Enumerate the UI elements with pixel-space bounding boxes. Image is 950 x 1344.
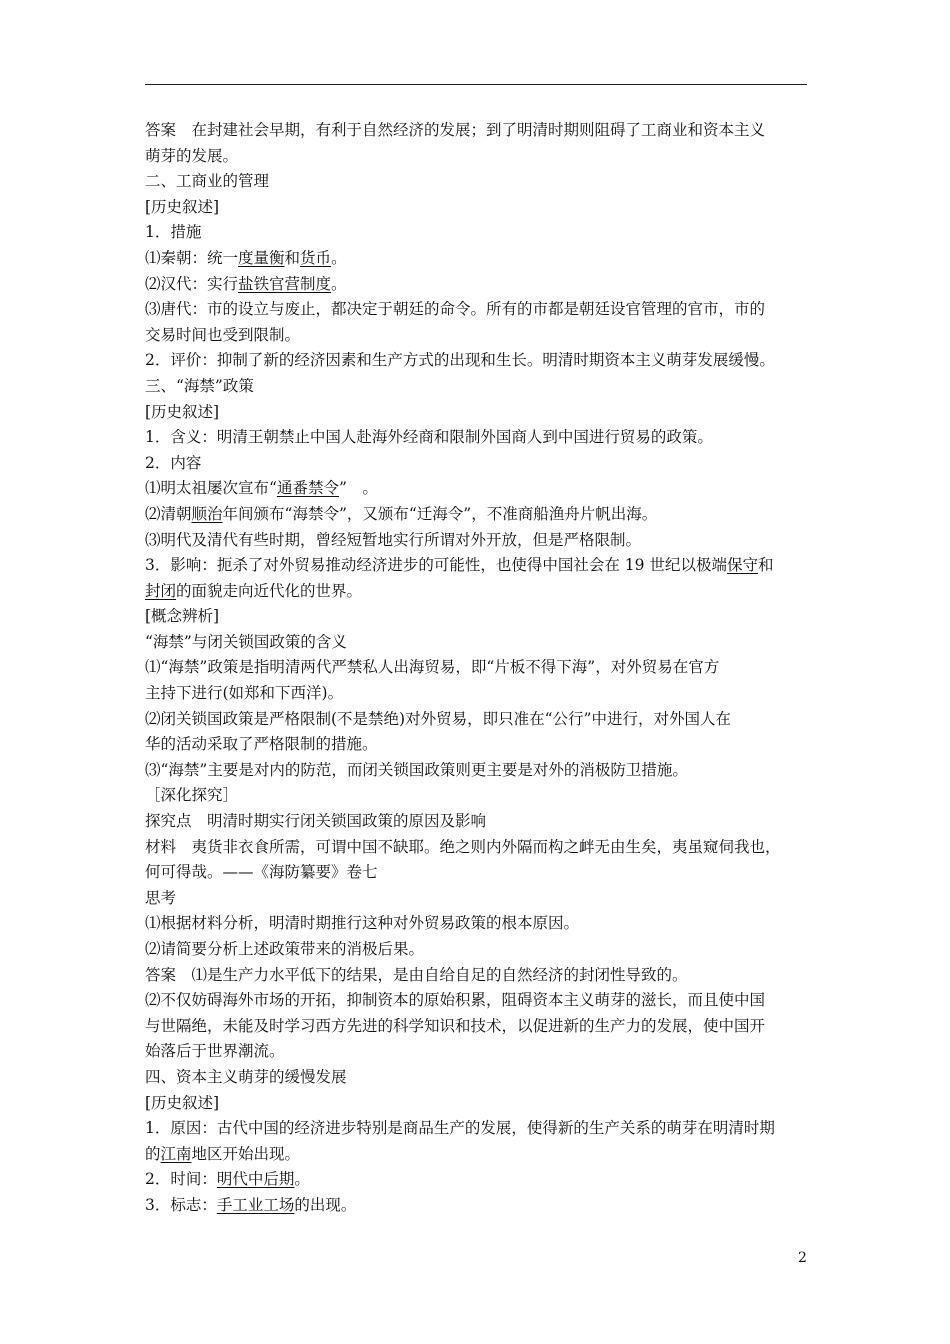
- text-segment: 始落后于世界潮流。: [145, 1042, 285, 1061]
- text-segment: 与世隔绝，未能及时学习西方先进的科学知识和技术，以促进新的生产力的发展，使中国开: [145, 1016, 766, 1035]
- text-segment: 的出现。: [294, 1195, 357, 1214]
- text-segment: ⑵不仅妨碍海外市场的开拓，抑制资本的原始积累，阻碍资本主义萌芽的滋长，而且使中国: [145, 991, 766, 1010]
- text-line: [145, 272, 807, 298]
- text-segment: 答案 在封建社会早期，有利于自然经济的发展；到了明清时期则阻碍了工商业和资本主义: [145, 121, 766, 139]
- text-segment: 2．内容: [145, 453, 202, 472]
- text-line: [145, 937, 807, 963]
- text-line: [145, 1014, 807, 1040]
- text-segment: ⑵闭关锁国政策是严格限制(不是禁绝)对外贸易，即只准在“公行”中进行，对外国人在: [145, 709, 731, 728]
- text-segment: ⑴秦朝：统一: [145, 248, 239, 267]
- page-number: 2: [798, 1250, 807, 1266]
- text-line: [145, 400, 807, 426]
- text-segment: 1．措施: [145, 223, 202, 242]
- text-segment: [历史叙述]: [145, 1093, 220, 1112]
- text-line: [145, 425, 807, 451]
- underlined-term: 度量衡: [238, 248, 285, 267]
- text-line: [145, 1065, 807, 1091]
- text-line: [145, 528, 807, 554]
- text-segment: ⑴“海禁”政策是指明清两代严禁私人出海贸易，即“片板不得下海”，对外贸易在官方: [145, 658, 720, 677]
- underlined-term: 通番禁令: [276, 479, 339, 498]
- text-segment: ⑶明代及清代有些时期，曾经短暂地实行所谓对外开放，但是严格限制。: [145, 530, 642, 549]
- text-segment: ［深化探究］: [145, 786, 239, 805]
- text-segment: 材料 夷货非衣食所需，可谓中国不缺耶。绝之则内外隔而构之衅无由生矣，夷虽窥伺我也，: [145, 837, 781, 856]
- text-line: [145, 1193, 807, 1219]
- text-segment: ⑶“海禁”主要是对内的防范，而闭关锁国政策则更主要是对外的消极防卫措施。: [145, 760, 688, 779]
- underlined-term: 手工业工场: [216, 1195, 295, 1214]
- text-segment: 3．标志：: [145, 1195, 217, 1214]
- text-segment: [历史叙述]: [145, 402, 220, 421]
- underlined-term: 货币: [300, 248, 332, 267]
- text-segment: 和: [284, 248, 301, 267]
- text-segment: ⑶唐代：市的设立与废止，都决定于朝廷的命令。所有的市都是朝廷设官管理的官市，市的: [145, 300, 766, 319]
- text-line: [145, 835, 807, 861]
- text-line: [145, 1167, 807, 1193]
- text-segment: 1．含义：明清王朝禁止中国人赴海外经商和限制外国商人到中国进行贸易的政策。: [145, 428, 713, 447]
- text-line: [145, 911, 807, 937]
- text-segment: 何可得哉。——《海防纂要》卷七: [145, 863, 378, 882]
- text-line: [145, 323, 807, 349]
- text-segment: 地区开始出现。: [191, 1144, 301, 1163]
- text-segment: 。: [331, 248, 347, 267]
- text-segment: 探究点 明清时期实行闭关锁国政策的原因及影响: [145, 812, 487, 831]
- text-line: [145, 655, 807, 681]
- underlined-term: 顺治: [191, 504, 223, 523]
- text-line: [145, 374, 807, 400]
- text-line: [145, 1091, 807, 1117]
- text-line: [145, 783, 807, 809]
- text-line: [145, 963, 807, 989]
- text-segment: 。: [294, 1170, 310, 1189]
- text-line: [145, 860, 807, 886]
- text-line: [145, 809, 807, 835]
- text-line: [145, 988, 807, 1014]
- text-line: [145, 220, 807, 246]
- text-segment: 二、工商业的管理: [145, 172, 270, 191]
- text-segment: 。: [331, 274, 347, 293]
- text-segment: 萌芽的发展。: [145, 146, 239, 165]
- text-line: [145, 348, 807, 374]
- text-segment: ⑵汉代：实行: [145, 274, 239, 293]
- text-segment: ⑵请简要分析上述政策带来的消极后果。: [145, 940, 425, 958]
- text-line: [145, 1039, 807, 1065]
- text-segment: 2．时间：: [145, 1170, 217, 1189]
- text-line: [145, 886, 807, 912]
- text-line: [145, 246, 807, 272]
- text-segment: ” 。: [338, 479, 378, 498]
- text-segment: 年间颁布“海禁令”，又颁布“迁海令”，不准商船渔舟片帆出海。: [222, 504, 658, 523]
- underlined-term: 明代中后期: [216, 1170, 295, 1189]
- text-line: [145, 553, 807, 579]
- text-line: [145, 630, 807, 656]
- text-segment: 3．影响：扼杀了对外贸易推动经济进步的可能性，也使得中国社会在 19 世纪以极端: [145, 556, 727, 575]
- text-segment: “海禁”与闭关锁国政策的含义: [145, 632, 347, 651]
- header-rule: [145, 84, 807, 85]
- text-line: [145, 169, 807, 195]
- underlined-term: 江南: [160, 1144, 192, 1163]
- text-segment: ⑴明太祖屡次宣布“: [145, 479, 277, 498]
- text-segment: ⑴根据材料分析，明清时期推行这种对外贸易政策的根本原因。: [145, 914, 580, 933]
- text-line: [145, 195, 807, 221]
- text-line: [145, 118, 807, 144]
- text-line: [145, 144, 807, 170]
- text-segment: 答案 ⑴是生产力水平低下的结果，是由自给自足的自然经济的封闭性导致的。: [145, 965, 688, 984]
- text-segment: 主持下进行(如郑和下西洋)。: [145, 684, 344, 703]
- text-line: [145, 758, 807, 784]
- text-segment: 三、“海禁”政策: [145, 376, 254, 395]
- document-body: [145, 118, 807, 1219]
- text-segment: 和: [757, 556, 774, 575]
- text-segment: 2．评价：抑制了新的经济因素和生产方式的出现和生长。明清时期资本主义萌芽发展缓慢。: [145, 351, 775, 370]
- text-segment: [概念辨析]: [145, 607, 220, 626]
- text-segment: 四、资本主义萌芽的缓慢发展: [145, 1067, 347, 1086]
- text-line: [145, 681, 807, 707]
- text-line: [145, 1116, 807, 1142]
- text-segment: 思考: [145, 888, 177, 907]
- text-segment: 华的活动采取了严格限制的措施。: [145, 735, 378, 754]
- text-segment: 的面貌走向近代化的世界。: [176, 581, 363, 600]
- underlined-term: 封闭: [145, 581, 177, 600]
- text-line: [145, 297, 807, 323]
- text-segment: 1．原因：古代中国的经济进步特别是商品生产的发展，使得新的生产关系的萌芽在明清时期: [145, 1119, 775, 1138]
- text-line: [145, 476, 807, 502]
- text-segment: [历史叙述]: [145, 197, 220, 216]
- text-line: [145, 451, 807, 477]
- text-segment: ⑵清朝: [145, 504, 192, 523]
- underlined-term: 盐铁官营制度: [238, 274, 332, 293]
- text-line: [145, 579, 807, 605]
- text-line: [145, 502, 807, 528]
- underlined-term: 保守: [726, 556, 758, 575]
- text-line: [145, 1142, 807, 1168]
- text-line: [145, 732, 807, 758]
- text-segment: 的: [145, 1144, 161, 1163]
- text-line: [145, 707, 807, 733]
- text-line: [145, 604, 807, 630]
- text-segment: 交易时间也受到限制。: [145, 325, 301, 344]
